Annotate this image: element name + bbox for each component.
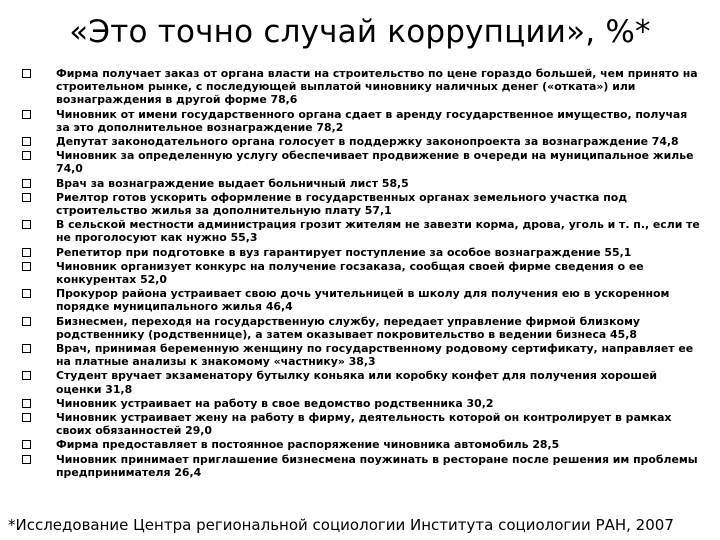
list-item <box>20 397 704 410</box>
list-item <box>20 260 704 286</box>
square-bullet-icon <box>22 137 31 146</box>
list-item <box>20 135 704 148</box>
list-item <box>20 369 704 395</box>
square-bullet-icon <box>22 455 31 464</box>
list-item-text: Студент вручает экзаменатору бутылку коньяка или коробку конфет для получения хорошей оценки 31,8 <box>56 369 657 396</box>
list-item <box>20 67 704 107</box>
list-item <box>20 177 704 190</box>
square-bullet-icon <box>22 151 31 160</box>
list-item-text: Риелтор готов ускорить оформление в государственных органах земельного участка под строительство жилья за дополнительную плату 57,1 <box>56 190 627 218</box>
list-item <box>20 315 704 341</box>
square-bullet-icon <box>22 262 31 271</box>
square-bullet-icon <box>22 399 31 408</box>
list-item <box>20 191 704 217</box>
square-bullet-icon <box>22 344 31 353</box>
square-bullet-icon <box>22 289 31 298</box>
list-item <box>20 246 704 259</box>
list-item-text: Прокурор района устраивает свою дочь учительницей в школу для получения ею в ускоренном порядке муниципального жилья 46,4 <box>56 287 670 314</box>
list-item-text: Чиновник принимает приглашение бизнесмена поужинать в ресторане после решения им проблемы предпринимателя 26,4 <box>56 452 698 479</box>
list-item-text: Чиновник организует конкурс на получение госзаказа, сообщая своей фирме сведения о ее конкурентах 52,0 <box>56 259 644 287</box>
list-item <box>20 411 704 437</box>
list-item <box>20 453 704 479</box>
list-item <box>20 149 704 175</box>
square-bullet-icon <box>22 413 31 422</box>
square-bullet-icon <box>22 248 31 257</box>
list-item <box>20 218 704 244</box>
list-item-text: Чиновник за определенную услугу обеспечивает продвижение в очереди на муниципальное жилье 74,0 <box>56 149 694 176</box>
list-item-text: Врач за вознаграждение выдает больничный лист 58,5 <box>56 176 409 190</box>
list-item <box>20 287 704 313</box>
list-item-text: Фирма получает заказ от органа власти на строительство по цене гораздо большей, чем принято на строительном рынке, с последующей выплатой чиновнику наличных денег («отката») или вознаграждения в другой форме 78,6 <box>56 67 698 107</box>
list-item-text: Депутат законодательного органа голосует в поддержку законопроекта за вознаграждение 74,8 <box>56 135 679 149</box>
footnote: *Исследование Центра региональной социологии Института социологии РАН, 2007 <box>8 516 674 534</box>
list-item-text: Репетитор при подготовке в вуз гарантирует поступление за особое вознаграждение 55,1 <box>56 245 632 259</box>
square-bullet-icon <box>22 110 31 119</box>
list-item-text: Фирма предоставляет в постоянное распоряжение чиновника автомобиль 28,5 <box>56 438 560 452</box>
square-bullet-icon <box>22 69 31 78</box>
list-item-text: Чиновник устраивает на работу в свое ведомство родственника 30,2 <box>56 396 494 410</box>
square-bullet-icon <box>22 193 31 202</box>
square-bullet-icon <box>22 179 31 188</box>
list-item-text: В сельской местности администрация грозит жителям не завезти корма, дрова, уголь и т. п., если те не проголосуют как нужно 55,3 <box>56 218 700 245</box>
list-item-text: Бизнесмен, переходя на государственную службу, передает управление фирмой близкому родственнику (родственнице), а затем оказывает покровительство в ведении бизнеса 45,8 <box>56 314 640 341</box>
list-item-text: Чиновник от имени государственного органа сдает в аренду государственное имущество, получая за это дополнительное вознаграждение 78,2 <box>56 107 688 134</box>
list-item-text: Врач, принимая беременную женщину по государственному родовому сертификату, направляет ее на платные анализы к знакомому «частнику» 38,3 <box>56 342 694 369</box>
list-item <box>20 342 704 368</box>
square-bullet-icon <box>22 440 31 449</box>
list-item-text: Чиновник устраивает жену на работу в фирму, деятельность которой он контролирует в рамках своих обязанностей 29,0 <box>56 411 672 438</box>
bullet-list <box>20 67 704 480</box>
list-item <box>20 438 704 451</box>
square-bullet-icon <box>22 220 31 229</box>
square-bullet-icon <box>22 371 31 380</box>
list-item <box>20 108 704 134</box>
square-bullet-icon <box>22 317 31 326</box>
slide-title: «Это точно случай коррупции», %* <box>69 14 651 50</box>
